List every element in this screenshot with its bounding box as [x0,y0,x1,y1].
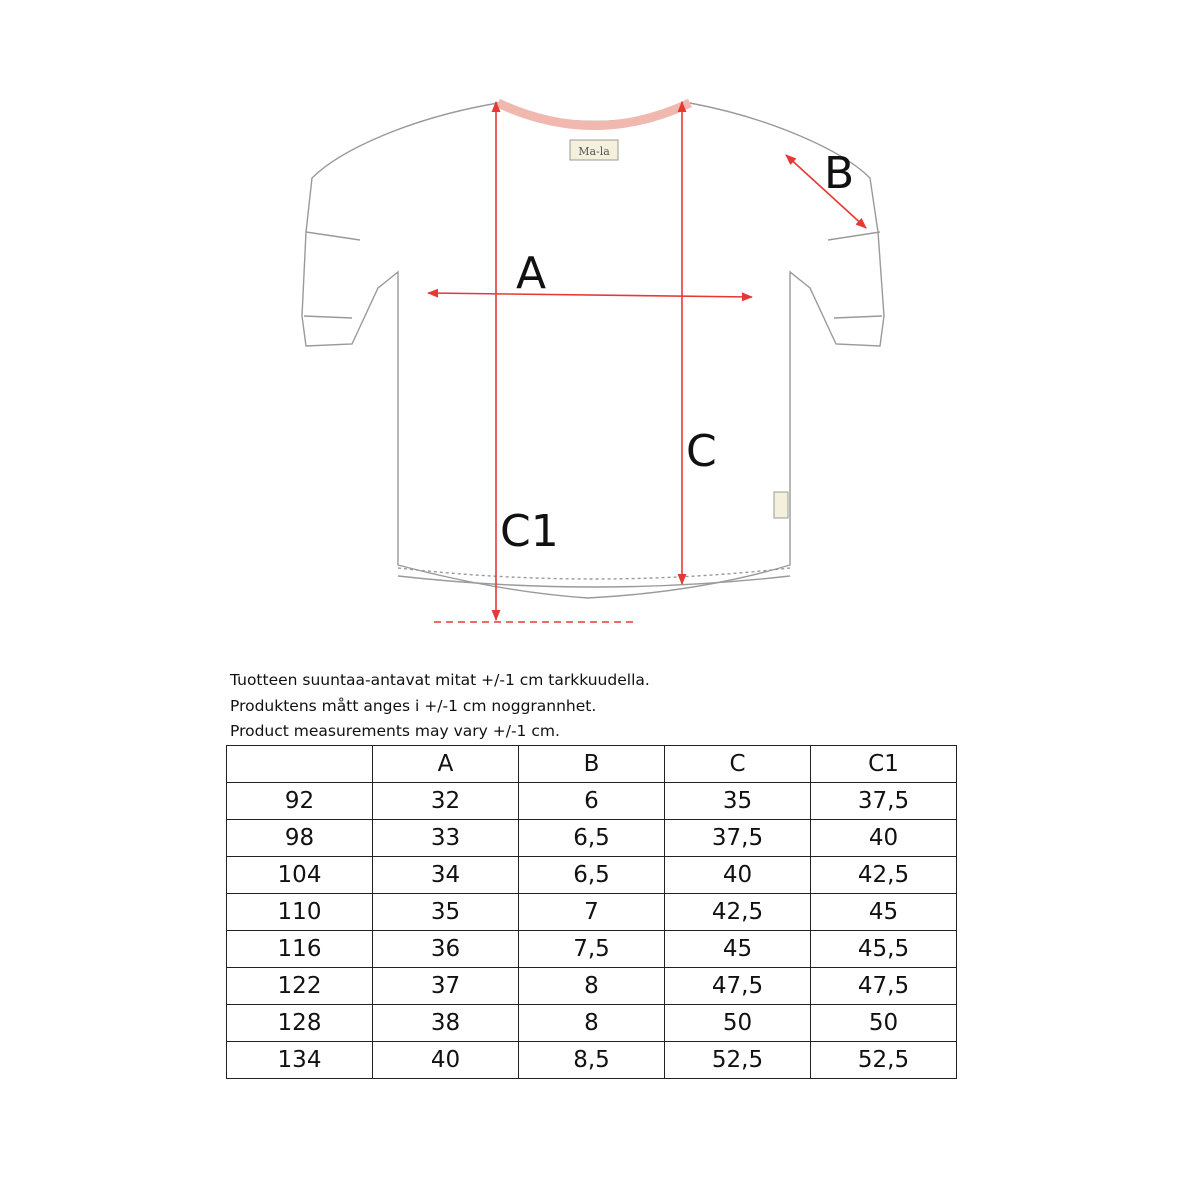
table-row [227,1042,957,1079]
table-cell: 45,5 [811,931,957,968]
dimension-a-line [428,293,752,297]
note-swedish: Produktens mått anges i +/-1 cm noggrannhet. [230,696,597,715]
table-cell: 122 [227,968,373,1005]
table-cell: 8,5 [519,1042,665,1079]
logo-text: Ma-la [578,145,610,158]
table-cell: 47,5 [665,968,811,1005]
table-cell: 45 [811,894,957,931]
table-cell: 37,5 [811,783,957,820]
table-cell: 40 [811,820,957,857]
label-a: A [516,248,547,299]
table-cell: 36 [373,931,519,968]
table-cell: 110 [227,894,373,931]
table-row [227,1005,957,1042]
size-chart-table [226,745,957,1079]
table-row [227,968,957,1005]
table-cell: 6,5 [519,857,665,894]
table-cell: 47,5 [811,968,957,1005]
table-cell: 6,5 [519,820,665,857]
table-cell: 42,5 [811,857,957,894]
table-cell: 40 [665,857,811,894]
table-row [227,857,957,894]
table-cell: 38 [373,1005,519,1042]
table-cell: 104 [227,857,373,894]
table-cell: 50 [811,1005,957,1042]
header-cell: A [373,746,519,783]
table-cell: 42,5 [665,894,811,931]
table-cell: 35 [665,783,811,820]
table-cell: 34 [373,857,519,894]
table-cell: 7,5 [519,931,665,968]
collar-rib [498,103,690,126]
table-cell: 37 [373,968,519,1005]
note-finnish: Tuotteen suuntaa-antavat mitat +/-1 cm tarkkuudella. [230,671,650,689]
side-tag [774,492,788,518]
table-cell: 50 [665,1005,811,1042]
header-cell [227,746,373,783]
label-c: C [686,426,717,477]
table-row [227,931,957,968]
table-cell: 8 [519,968,665,1005]
table-cell: 92 [227,783,373,820]
table-header-row [227,746,957,783]
table-cell: 116 [227,931,373,968]
table-cell: 6 [519,783,665,820]
table-cell: 40 [373,1042,519,1079]
table-cell: 45 [665,931,811,968]
table-cell: 37,5 [665,820,811,857]
table-cell: 8 [519,1005,665,1042]
label-c1: C1 [500,506,559,557]
table-cell: 32 [373,783,519,820]
table-cell: 7 [519,894,665,931]
table-row [227,820,957,857]
header-cell: C [665,746,811,783]
note-english: Product measurements may vary +/-1 cm. [230,722,560,740]
tshirt-outline [302,103,884,598]
header-cell: C1 [811,746,957,783]
table-row [227,783,957,820]
table-cell: 52,5 [665,1042,811,1079]
table-row [227,894,957,931]
table-cell: 52,5 [811,1042,957,1079]
table-cell: 134 [227,1042,373,1079]
label-b: B [824,148,855,199]
table-cell: 128 [227,1005,373,1042]
table-cell: 33 [373,820,519,857]
measurement-notes [230,668,970,745]
neck-label-logo [570,140,618,160]
header-cell: B [519,746,665,783]
dimension-lines [428,102,866,622]
table-cell: 98 [227,820,373,857]
table-cell: 35 [373,894,519,931]
